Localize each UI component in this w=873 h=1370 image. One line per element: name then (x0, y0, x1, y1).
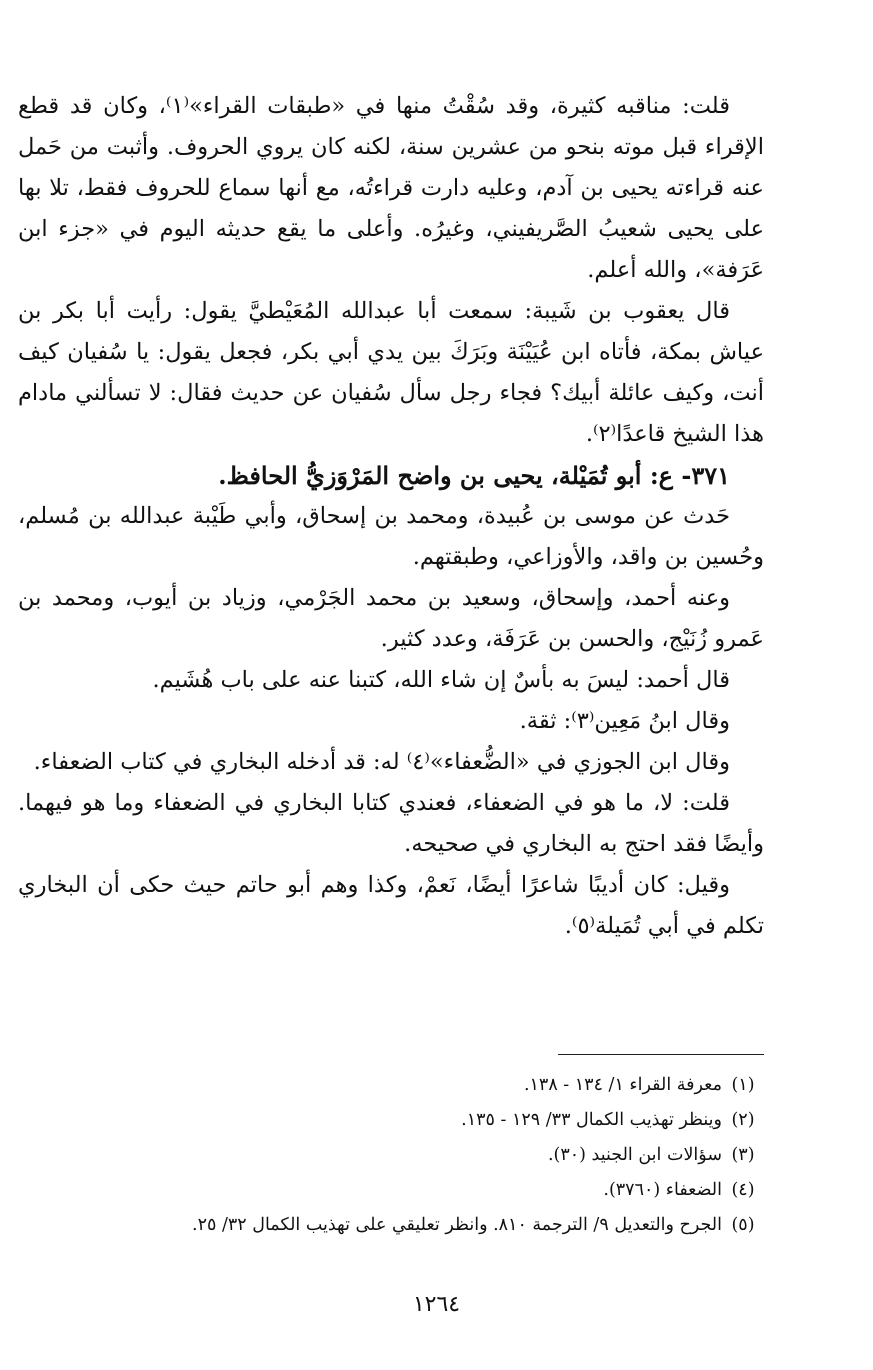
footnote-text: معرفة القراء ١/ ١٣٤ - ١٣٨. (523, 1075, 722, 1095)
footnote-number: (٥) (731, 1215, 755, 1235)
footnote-item (18, 1173, 764, 1208)
paragraph-9: وقيل: كان أديبًا شاعرًا أيضًا، نَعمْ، وكذا وهم أبو حاتم حيث حكى أن البخاري تكلم في أبي تُمَيلة⁽٥⁾. (18, 872, 764, 939)
footnote-divider (558, 1054, 764, 1055)
paragraph-2: قال يعقوب بن شَيبة: سمعت أبا عبدالله المُعَيْطيَّ يقول: رأيت أبا بكر بن عياش بمكة، فأتاه ابن عُيَيْنَة وبَرَكَ بين يدي أبي بكر، فجعل يقول: يا سُفيان كيف أنت، وكيف عائلة أبيك؟ فجاء رجل سأل سُفيان عن حديث فقال: لا تسألني مادام هذا الشيخ قاعدًا⁽٢⁾. (18, 298, 764, 447)
paragraph-1: قلت: مناقبه كثيرة، وقد سُقْتُ منها في «طبقات القراء»⁽١⁾، وكان قد قطع الإقراء قبل موته بنحو من عشرين سنة، لكنه كان يروي الحروف. وأثبت من حَمل عنه قراءته يحيى بن آدم، وعليه دارت قراءتُه، مع أنها سماع للحروف فقط، تلا بها على يحيى شعيبُ الصَّريفيني، وغيرُه. وأعلى ما يقع حديثه اليوم في «جزء ابن عَرَفة»، والله أعلم. (18, 93, 764, 283)
footnotes-list (18, 1068, 764, 1243)
footnote-text: سؤالات ابن الجنيد (٣٠). (547, 1145, 722, 1165)
entry-heading: ٣٧١- ع: أبو تُمَيْلة، يحيى بن واضح المَرْوَزيُّ الحافظ. (218, 461, 730, 490)
footnote-item (18, 1208, 764, 1243)
paragraph-5: قال أحمد: ليسَ به بأسٌ إن شاء الله، كتبنا عنه على باب هُشَيم. (152, 667, 730, 693)
footnote-item (18, 1103, 764, 1138)
footnote-number: (٣) (731, 1145, 755, 1165)
footnote-item (18, 1138, 764, 1173)
main-text (18, 86, 764, 947)
footnote-text: وينظر تهذيب الكمال ٣٣/ ١٢٩ - ١٣٥. (461, 1110, 722, 1130)
paragraph-7: وقال ابن الجوزي في «الضُّعفاء»⁽٤⁾ له: قد أدخله البخاري في كتاب الضعفاء. (33, 749, 730, 775)
paragraph-3: حَدث عن موسى بن عُبيدة، ومحمد بن إسحاق، وأبي طَيْبة عبدالله بن مُسلم، وحُسين بن واقد، والأوزاعي، وطبقتهم. (18, 503, 764, 570)
page-number: ١٢٦٤ (412, 1292, 461, 1317)
footnote-text: الضعفاء (٣٧٦٠). (603, 1180, 722, 1200)
paragraph-4: وعنه أحمد، وإسحاق، وسعيد بن محمد الجَرْمي، وزياد بن أيوب، ومحمد بن عَمرو زُنَيْج، والحسن بن عَرَفَة، وعدد كثير. (18, 585, 764, 652)
footnote-number: (٤) (731, 1180, 755, 1200)
footnote-number: (٢) (731, 1110, 755, 1130)
paragraph-8: قلت: لا، ما هو في الضعفاء، فعندي كتابا البخاري في الضعفاء وما هو فيهما. وأيضًا فقد احتج به البخاري في صحيحه. (18, 790, 764, 857)
footnote-text: الجرح والتعديل ٩/ الترجمة ٨١٠. وانظر تعليقي على تهذيب الكمال ٣٢/ ٢٥. (192, 1215, 722, 1235)
footnote-item (18, 1068, 764, 1103)
footnote-number: (١) (731, 1075, 755, 1095)
paragraph-6: وقال ابنُ مَعِين⁽٣⁾: ثقة. (519, 708, 730, 734)
